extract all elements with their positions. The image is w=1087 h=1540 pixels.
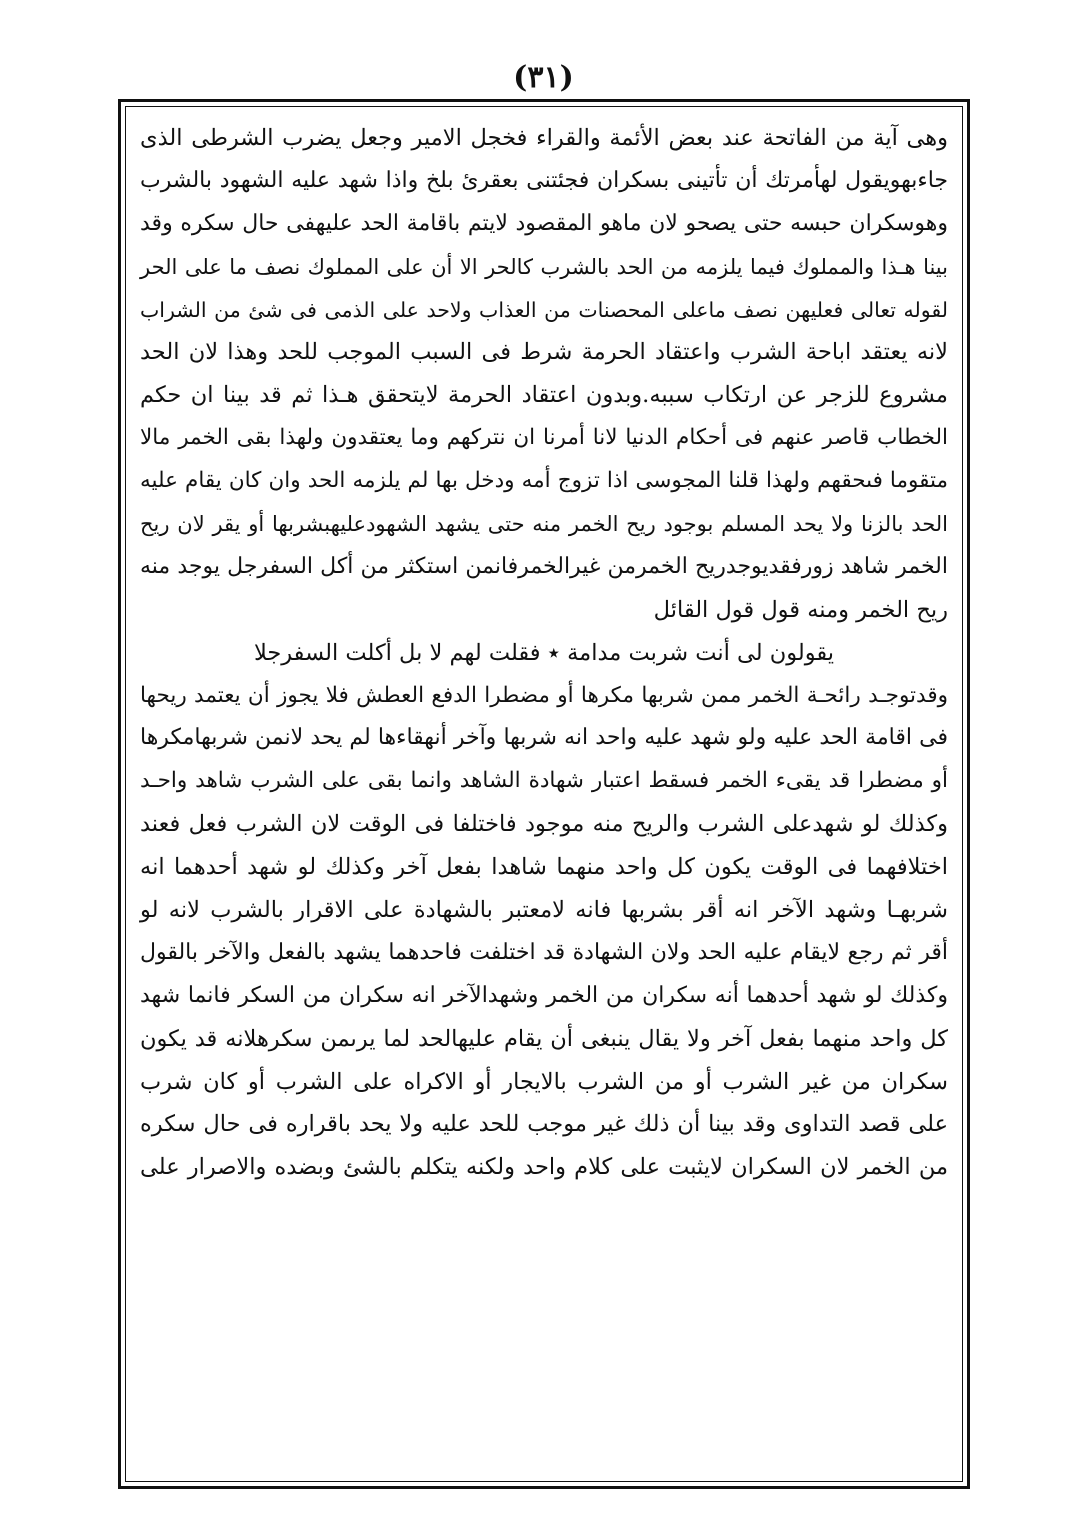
text-line: الحد بالزنا ولا يحد المسلم بوجود ريح الخمر منه حتى يشهد الشهودعليهبشربها أو يقر لان ريح [140,512,948,537]
text-line: لقوله تعالى فعليهن نصف ماعلى المحصنات من العذاب ولاحد على الذمى فى شئ من الشراب [140,297,948,322]
text-line: من الخمر لان السكران لايثبت على كلام واحد ولكنه يتكلم بالشئ وبضده والاصرار على [140,1154,948,1181]
text-line: شربهـا وشهد الآخر انه أقر بشربها فانه لامعتبر بالشهادة على الاقرار بالشرب لانه لو [140,897,948,924]
text-line: على قصد التداوى وقد بينا أن ذلك غير موجب للحد عليه ولا يحد باقراره فى حال سكره [140,1111,948,1138]
text-line: وكذلك لو شهدعلى الشرب والريح منه موجود فاختلفا فى الوقت لان الشرب فعل فعند [140,811,948,838]
text-line: أو مضطرا قد يقىء الخمر فسقط اعتبار شهادة الشاهد وانما بقى على الشرب شاهد واحـد [140,768,948,794]
text-line: سكران من غير الشرب أو من الشرب بالايجار أو الاكراه على الشرب أو كان شرب [140,1068,948,1095]
text-line: الخطاب قاصر عنهم فى أحكام الدنيا لانا أمرنا ان نتركهم وما يعتقدون ولهذا بقى الخمر مالا [140,425,948,451]
page-text-body [140,117,948,1189]
inner-border-frame [125,106,963,1482]
text-line: وهوسكران حبسه حتى يصحو لان ماهو المقصود لايتم باقامة الحد عليهفى حال سكره وقد [140,210,948,236]
text-line: وكذلك لو شهد أحدهما أنه سكران من الخمر وشهدالآخر انه سكران من السكر فانما شهد [140,982,948,1008]
page-number: (٣١) [513,60,574,95]
text-line: أقر ثم رجع لايقام عليه الحد ولان الشهادة قد اختلفت فاحدهما يشهد بالفعل والآخر بالقول [140,939,948,965]
text-line: كل واحد منهما بفعل آخر ولا يقال ينبغى أن يقام عليهالحد لما يرىمن سكرهلانه قد يكون [140,1025,948,1052]
text-line: اختلافهما فى الوقت يكون كل واحد منهما شاهدا بفعل آخر وكذلك لو شهد أحدهما انه [140,854,948,881]
outer-border-frame [118,99,970,1489]
text-line: مشروع للزجر عن ارتكاب سببه.وبدون اعتقاد الحرمة لايتحقق هـذا ثم قد بينا ان حكم [140,382,948,409]
text-line: ريح الخمر ومنه قول قول القائل [653,596,948,623]
text-line: وهى آية من الفاتحة عند بعض الأئمة والقراء فخجل الامير وجعل يضرب الشرطى الذى [140,125,948,151]
text-line: فى اقامة الحد عليه ولو شهد عليه واحد انه شربها وآخر أنهقاءها لم يحد لانمن شربهامكرها [140,725,948,751]
poem-verse: يقولون لى أنت شربت مدامة ٭ فقلت لهم لا بل أكلت السفرجلا [253,639,835,666]
text-line: بينا هـذا والمملوك فيما يلزمه من الحد بالشرب كالحر الا أن على المملوك نصف ما على الحر [140,254,948,279]
text-line: وقدتوجـد رائحـة الخمر ممن شربها مكرها أو مضطرا الدفع العطش فلا يجوز أن يعتمد ريحها [140,682,948,708]
text-line: لانه يعتقد اباحة الشرب واعتقاد الحرمة شرط فى السبب الموجب للحد وهذا لان الحد [140,339,948,366]
text-line: جاءبهويقول لهأمرتك أن تأتينى بسكران فجئتنى بعقرىٔ بلخ واذا شهد عليه الشهود بالشرب [140,167,948,193]
text-line: الخمر شاهد زورفقديوجدريح الخمرمن غيرالخمرفانمن استكثر من أكل السفرجل يوجد منه [140,553,948,579]
text-line: متقوما فىحقهم ولهذا قلنا المجوسى اذا تزوج أمه ودخل بها لم يلزمه الحد وان كان يقام عليه [140,468,948,494]
